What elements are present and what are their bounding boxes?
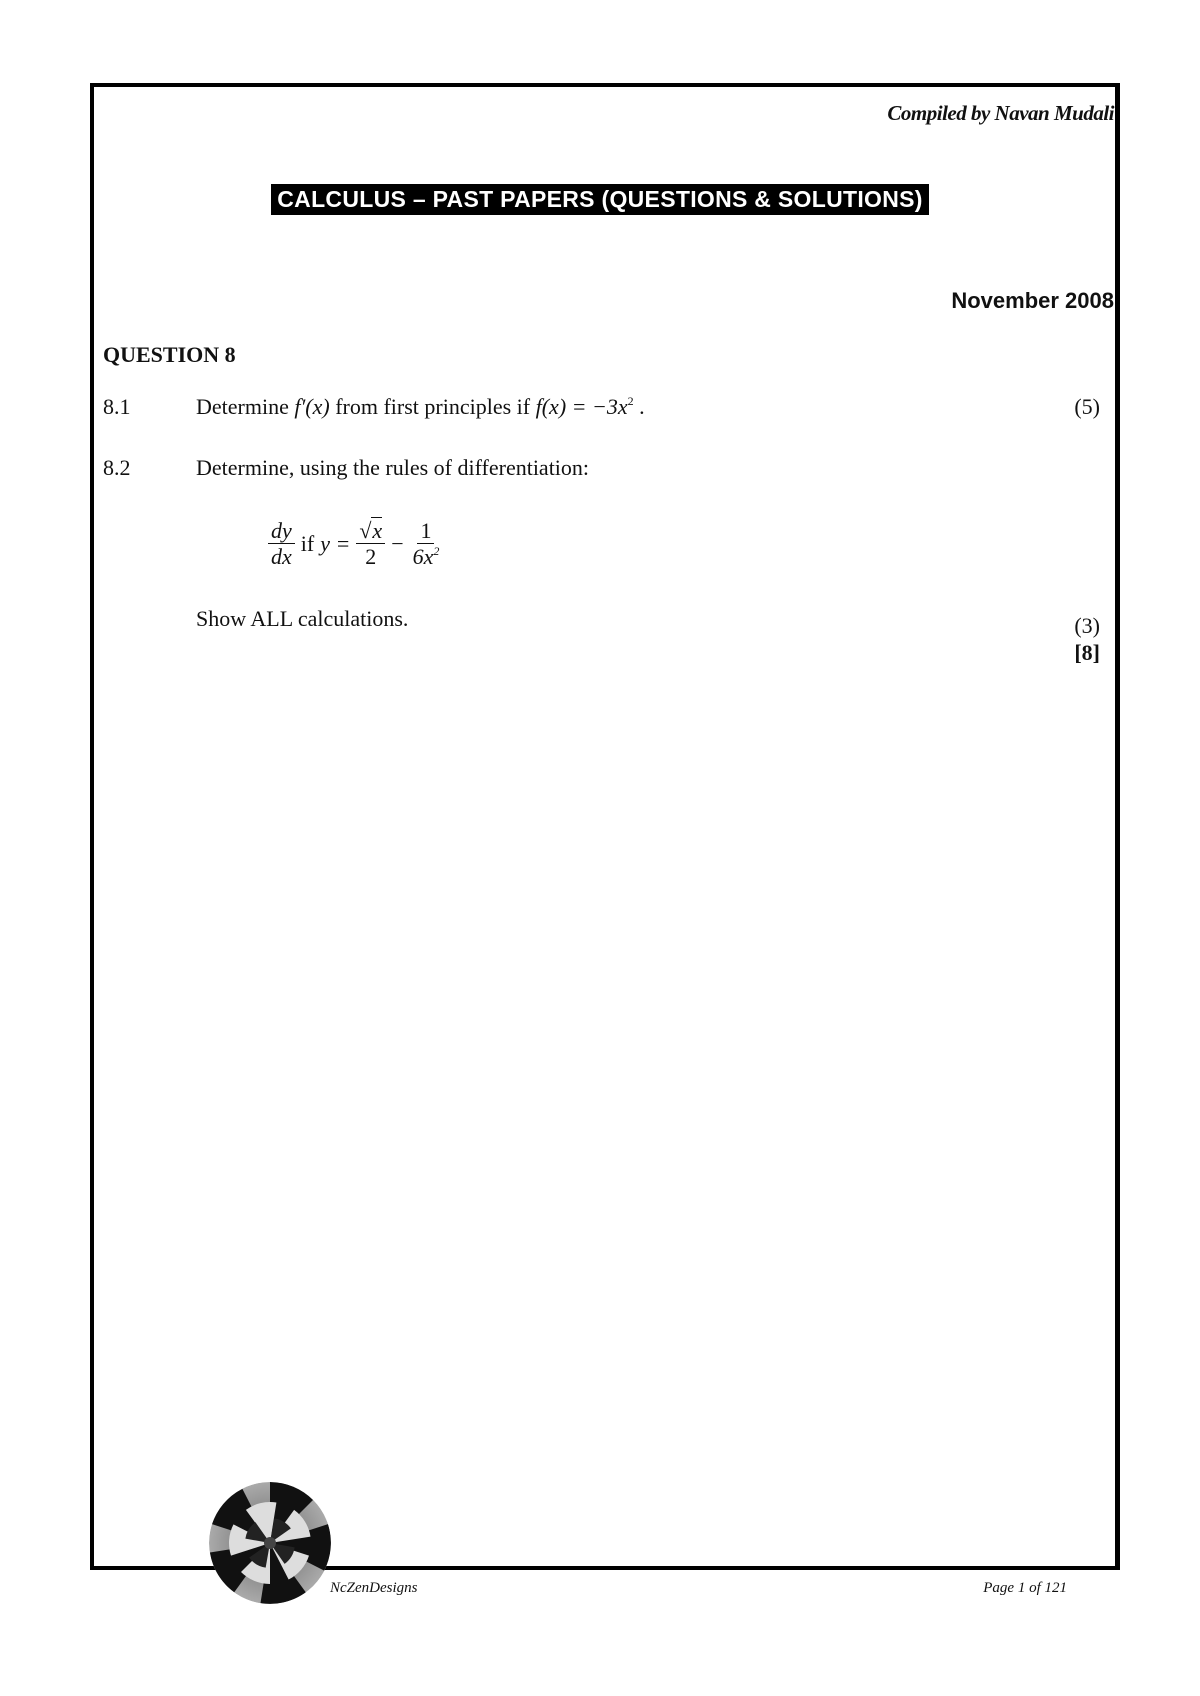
question-text [196,394,645,420]
footer-brand: NcZenDesigns [330,1580,418,1596]
question-number: 8.1 [103,394,131,419]
marks: (5) [1074,394,1100,419]
denominator-term: 6x [412,544,434,570]
page-number: Page 1 of 121 [983,1580,1067,1596]
sqrt-fraction [356,518,385,570]
numerator [356,518,385,544]
question-heading: QUESTION 8 [103,342,236,367]
radical-sign: √ [359,518,372,543]
numerator: dy [268,518,295,544]
y-equals: y = [320,530,351,556]
denominator [410,544,443,569]
math-expression: f(x) = −3x [535,394,628,419]
spiral-logo-icon [209,1482,331,1604]
if-word: if [300,530,315,556]
document-title: CALCULUS – PAST PAPERS (QUESTIONS & SOLUTIONS) [271,184,929,215]
compiled-by-header: Compiled by Navan Mudali [887,101,1114,125]
exponent: 2 [433,544,440,559]
minus-sign: − [391,530,404,556]
question-text: Determine, using the rules of differentiation: [196,455,590,480]
equation [268,518,442,570]
radicand: x [372,518,383,543]
numerator: 1 [417,518,434,544]
instruction: Show ALL calculations. [196,606,409,631]
reciprocal-fraction [410,518,443,570]
denominator: dx [271,544,292,570]
period: . [639,394,645,419]
exam-date: November 2008 [951,288,1114,313]
question-total: [8] [1074,640,1100,665]
exponent: 2 [627,394,634,408]
derivative-fraction [268,518,295,570]
text-part: from first principles if [335,394,531,419]
math-expression: f′(x) [294,394,330,419]
denominator: 2 [365,544,377,570]
title-container [0,184,1200,215]
question-number: 8.2 [103,455,131,480]
marks: (3) [1074,613,1100,638]
text-part: Determine [196,394,289,419]
square-root [359,518,382,543]
